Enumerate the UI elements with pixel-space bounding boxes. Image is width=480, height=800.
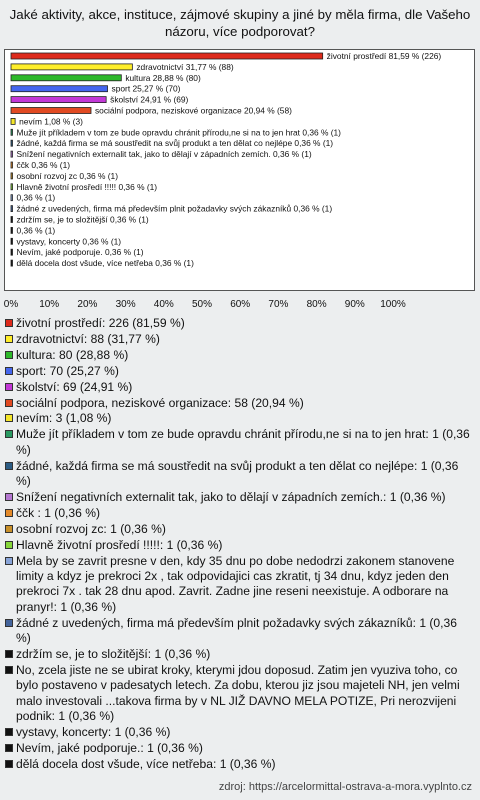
source-note: zdroj: https://arcelormittal-ostrava-a-mora.vyplnto.cz bbox=[218, 781, 472, 793]
legend-swatch bbox=[5, 335, 13, 343]
legend-label: sociální podpora, neziskové organizace: 58 (20,94 %) bbox=[16, 395, 304, 410]
legend-swatch bbox=[5, 367, 13, 375]
legend-item bbox=[5, 538, 475, 553]
legend-swatch bbox=[5, 650, 13, 658]
legend-label: dělá docela dost všude, více netřeba: 1 (0,36 %) bbox=[16, 756, 276, 771]
legend-item bbox=[5, 725, 475, 740]
x-tick-label: 50% bbox=[191, 299, 213, 310]
bar-label: životní prostředí 81,59 % (226) bbox=[326, 51, 442, 61]
bar bbox=[11, 249, 13, 255]
bar bbox=[11, 206, 13, 212]
bar bbox=[11, 238, 13, 244]
bar bbox=[11, 151, 13, 157]
chart-legend bbox=[5, 316, 475, 773]
bar-label: nevím 1,08 % (3) bbox=[19, 116, 83, 127]
bar-label: Muže jít příkladem v tom ze bude opravdu chránit přírodu,ne si na to jen hrat 0,36 % (1) bbox=[16, 127, 341, 138]
legend-label: No, zcela jiste ne se ubirat kroky, kterymi jdou doposud. Zatim jen vyuziva toho, co bylo postaveno v padesatych letech. Za dobu, kterou jiz jsou majeteli NH, jen velmi malo investovali ...takova firma by v NL JIŽ DAVNO MELA POTIZE, Pri nerozvijeni podnik: 1 (0,36 %) bbox=[16, 662, 460, 724]
x-tick-label: 90% bbox=[344, 299, 365, 310]
legend-label: žádné z uvedených, firma má především plnit požadavky svých zákazníků: 1 (0,36 %) bbox=[16, 615, 457, 646]
bar-label: zdravotnictví 31,77 % (88) bbox=[136, 61, 234, 72]
bar bbox=[11, 53, 323, 59]
bar bbox=[11, 108, 91, 114]
bar bbox=[11, 140, 13, 146]
legend-item bbox=[5, 427, 475, 458]
bar bbox=[11, 75, 121, 81]
bar bbox=[11, 217, 13, 223]
bar bbox=[11, 173, 13, 179]
legend-swatch bbox=[5, 351, 13, 359]
bar-label: vystavy, koncerty 0,36 % (1) bbox=[16, 236, 122, 247]
legend-item bbox=[5, 459, 475, 490]
legend-swatch bbox=[5, 619, 13, 627]
x-tick-label: 0% bbox=[3, 299, 19, 310]
legend-swatch bbox=[5, 319, 13, 327]
legend-item bbox=[5, 411, 475, 426]
bar-label: osobní rozvoj zc 0,36 % (1) bbox=[16, 170, 118, 181]
legend-label: Mela by se zavrit presne v den, kdy 35 dnu po dobe nedodrzi zakonem stanovene limity a kdyz je prekroci 2x , tak odpovidajici cas zkratit, tj 34 dnu, kdyz jeden den prekroci 7x . tak 28 dnu apod. Zavrit. Zadne jine reseni neexistuje. A odborare na pranyr!: 1 (0,36 %) bbox=[16, 553, 455, 614]
legend-label: ččk : 1 (0,36 %) bbox=[16, 505, 101, 520]
legend-label: životní prostředí: 226 (81,59 %) bbox=[16, 316, 185, 330]
x-tick-label: 70% bbox=[268, 299, 289, 310]
bar bbox=[11, 129, 13, 135]
x-tick-label: 100% bbox=[380, 299, 406, 310]
bar-label: zdržím se, je to složitější 0,36 % (1) bbox=[16, 214, 149, 225]
legend-label: sport: 70 (25,27 %) bbox=[16, 363, 119, 378]
legend-label: Snížení negativních externalit tak, jako to dělají v západních zemích.: 1 (0,36 %) bbox=[16, 489, 446, 504]
bar bbox=[11, 184, 13, 190]
bar-label: žádné, každá firma se má soustředit na svůj produkt a ten dělat co nejlépe 0,36 % (1) bbox=[16, 138, 334, 149]
legend-label: nevím: 3 (1,08 %) bbox=[16, 411, 112, 426]
legend-item bbox=[5, 364, 475, 379]
bar-label: kultura 28,88 % (80) bbox=[125, 72, 201, 83]
legend-swatch bbox=[5, 414, 13, 422]
legend-swatch bbox=[5, 760, 13, 768]
legend-label: kultura: 80 (28,88 %) bbox=[16, 347, 129, 362]
x-tick-label: 30% bbox=[115, 299, 136, 310]
legend-item bbox=[5, 554, 475, 616]
legend-label: Nevím, jaké podporuje.: 1 (0,36 %) bbox=[16, 740, 203, 755]
bar-label: 0,36 % (1) bbox=[16, 192, 56, 203]
legend-swatch bbox=[5, 399, 13, 407]
legend-swatch bbox=[5, 509, 13, 517]
legend-item bbox=[5, 741, 475, 756]
legend-swatch bbox=[5, 666, 13, 674]
legend-label: Muže jít příkladem v tom ze bude opravdu chránit přírodu,ne si na to jen hrat: 1 (0,36 %) bbox=[16, 427, 470, 457]
bar-label: Nevím, jaké podporuje. 0,36 % (1) bbox=[16, 247, 144, 258]
legend-label: žádné, každá firma se má soustředit na svůj produkt a ten dělat co nejlépe: 1 (0,36 %) bbox=[16, 458, 459, 489]
x-tick-label: 10% bbox=[39, 299, 60, 310]
legend-swatch bbox=[5, 383, 13, 391]
legend-item bbox=[5, 647, 475, 662]
legend-item bbox=[5, 380, 475, 395]
bar-label: Hlavně životní prosředí !!!!! 0,36 % (1) bbox=[16, 181, 158, 192]
legend-label: zdravotnictví: 88 (31,77 %) bbox=[16, 331, 160, 346]
legend-swatch bbox=[5, 525, 13, 533]
legend-item bbox=[5, 663, 475, 725]
legend-swatch bbox=[5, 493, 13, 501]
legend-item bbox=[5, 757, 475, 772]
bar bbox=[11, 260, 13, 266]
legend-swatch bbox=[5, 557, 13, 565]
x-tick-label: 60% bbox=[230, 299, 251, 310]
bar bbox=[11, 162, 13, 168]
bar bbox=[11, 195, 13, 201]
legend-item bbox=[5, 506, 475, 521]
legend-label: vystavy, koncerty: 1 (0,36 %) bbox=[16, 725, 171, 740]
legend-swatch bbox=[5, 430, 13, 438]
chart-title: Jaké aktivity, akce, instituce, zájmové skupiny a jiné by měla firma, dle Vašeho názoru, více podporovat? bbox=[9, 7, 471, 39]
bar bbox=[11, 227, 13, 233]
x-tick-label: 20% bbox=[77, 299, 98, 310]
legend-swatch bbox=[5, 744, 13, 752]
x-tick-label: 80% bbox=[306, 299, 327, 310]
bar-label: sport 25,27 % (70) bbox=[111, 83, 181, 94]
bar-label: školství 24,91 % (69) bbox=[110, 94, 189, 105]
x-tick-label: 40% bbox=[153, 299, 174, 310]
legend-swatch bbox=[5, 728, 13, 736]
legend-swatch bbox=[5, 541, 13, 549]
bar bbox=[11, 97, 106, 103]
bar-label: sociální podpora, neziskové organizace 20,94 % (58) bbox=[94, 105, 292, 116]
bar bbox=[11, 86, 108, 92]
bar-label: ččk 0,36 % (1) bbox=[16, 160, 71, 170]
legend-item bbox=[5, 490, 475, 505]
bar-label: 0,36 % (1) bbox=[16, 225, 56, 236]
legend-label: osobní rozvoj zc: 1 (0,36 %) bbox=[16, 521, 166, 536]
bar-label: dělá docela dost všude, více netřeba 0,36 % (1) bbox=[16, 258, 194, 269]
legend-item bbox=[5, 616, 475, 647]
legend-item bbox=[5, 348, 475, 363]
bar bbox=[11, 118, 15, 124]
legend-label: školství: 69 (24,91 %) bbox=[16, 379, 133, 394]
legend-item bbox=[5, 522, 475, 537]
bar-label: Snížení negativních externalit tak, jako to dělají v západních zemích. 0,36 % (1) bbox=[16, 149, 312, 160]
legend-item bbox=[5, 316, 475, 331]
bar-label: žádné z uvedených, firma má především plnit požadavky svých zákazníků 0,36 % (1) bbox=[16, 203, 333, 214]
legend-item bbox=[5, 332, 475, 347]
legend-item bbox=[5, 396, 475, 411]
legend-label: zdržím se, je to složitější: 1 (0,36 %) bbox=[16, 647, 211, 662]
bar-chart bbox=[0, 0, 480, 312]
bar bbox=[11, 64, 132, 70]
legend-label: Hlavně životní prosředí !!!!!: 1 (0,36 %) bbox=[16, 537, 223, 552]
legend-swatch bbox=[5, 462, 13, 470]
